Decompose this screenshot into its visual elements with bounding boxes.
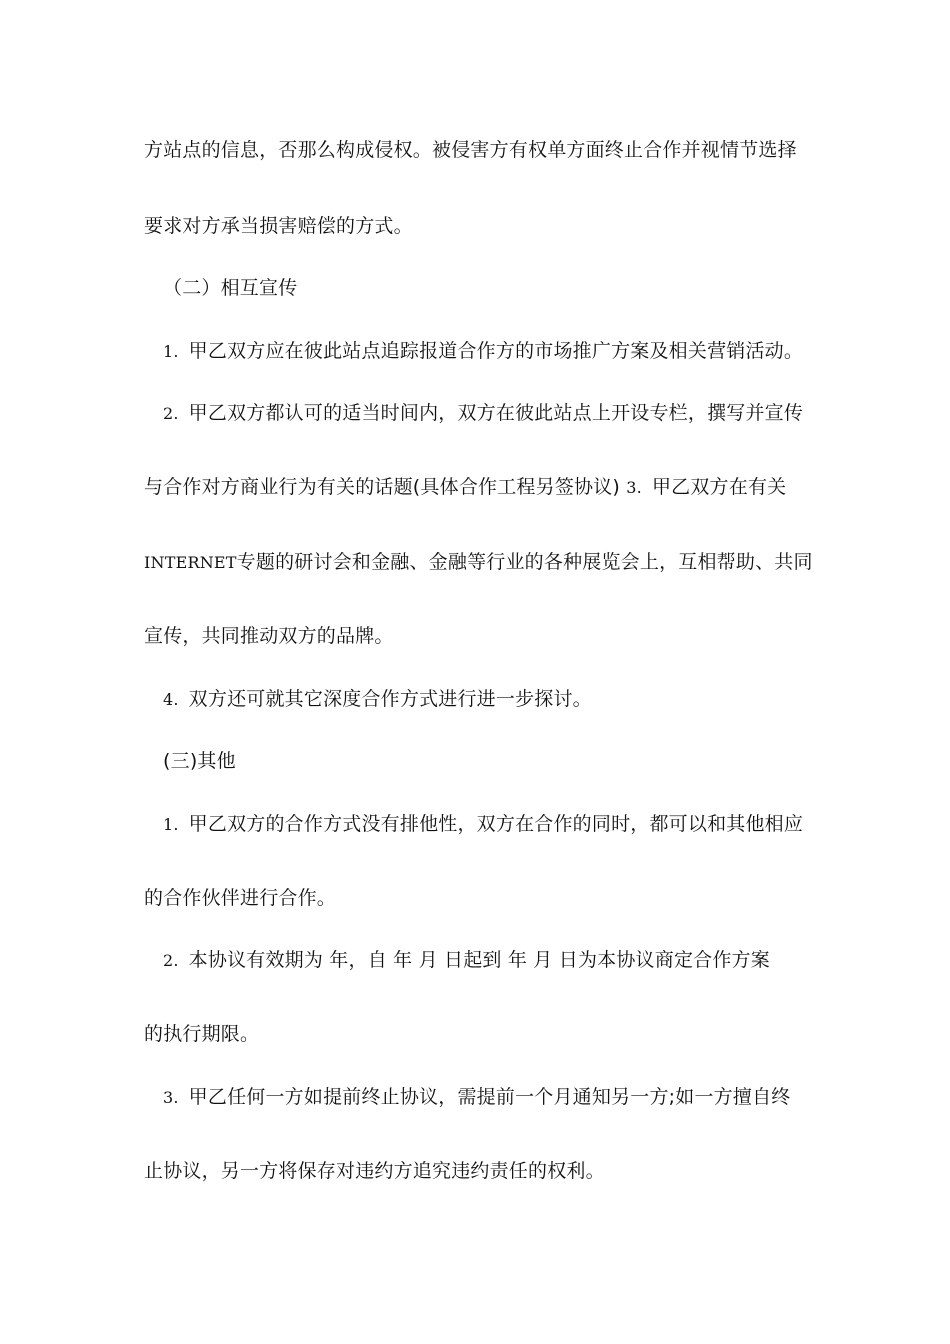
list-item — [163, 1084, 843, 1111]
line-text: 方站点的信息，否那么构成侵权。被侵害方有权单方面终止合作并视情节选择 — [144, 139, 797, 161]
line-text: 宣传，共同推动双方的品牌。 — [144, 625, 394, 647]
section-heading — [163, 748, 843, 774]
list-item — [163, 400, 843, 427]
paragraph-line — [144, 1158, 824, 1184]
paragraph-line — [144, 1021, 824, 1047]
line-text: 止协议，另一方将保存对违约方追究违约责任的权利。 — [144, 1160, 605, 1182]
list-item-text: 本协议有效期为 年，自 年 月 日起到 年 月 日为本协议商定合作方案 — [188, 949, 770, 971]
paragraph-line — [144, 474, 824, 501]
paragraph-line — [144, 549, 824, 576]
list-item — [163, 686, 843, 713]
list-number: 2. — [163, 404, 179, 423]
list-item-text: 双方还可就其它深度合作方式进行进一步探讨。 — [188, 688, 592, 710]
paragraph-line — [144, 137, 824, 163]
paragraph-line — [144, 885, 824, 911]
list-item-text: 甲乙双方在有关 — [651, 476, 787, 498]
line-text: 与合作对方商业行为有关的话题(具体合作工程另签协议) — [144, 476, 621, 498]
line-text-latin: INTERNET — [144, 553, 237, 572]
list-number: 3. — [626, 478, 642, 497]
section-heading — [163, 275, 843, 301]
list-item-text: 甲乙双方应在彼此站点追踪报道合作方的市场推广方案及相关营销活动。 — [188, 340, 804, 362]
list-item-text: 甲乙任何一方如提前终止协议，需提前一个月通知另一方;如一方擅自终 — [188, 1086, 791, 1108]
list-item-text: 甲乙双方的合作方式没有排他性，双方在合作的同时，都可以和其他相应 — [188, 813, 804, 835]
line-text: 的执行期限。 — [144, 1023, 260, 1045]
list-item-text: 甲乙双方都认可的适当时间内，双方在彼此站点上开设专栏，撰写并宣传 — [188, 402, 804, 424]
list-number: 2. — [163, 951, 179, 970]
list-number: 3. — [163, 1088, 179, 1107]
line-text: 的合作伙伴进行合作。 — [144, 887, 337, 909]
paragraph-line — [144, 213, 824, 239]
line-text: 专题的研讨会和金融、金融等行业的各种展览会上，互相帮助、共同 — [236, 551, 813, 573]
list-item — [163, 338, 843, 365]
list-item — [163, 947, 843, 974]
list-number: 1. — [163, 815, 179, 834]
list-number: 1. — [163, 342, 179, 361]
paragraph-line — [144, 623, 824, 649]
section-heading-text: （二）相互宣传 — [163, 277, 298, 299]
section-heading-text: (三)其他 — [163, 750, 236, 772]
list-number: 4. — [163, 690, 179, 709]
line-text: 要求对方承当损害赔偿的方式。 — [144, 215, 413, 237]
list-item — [163, 811, 843, 838]
